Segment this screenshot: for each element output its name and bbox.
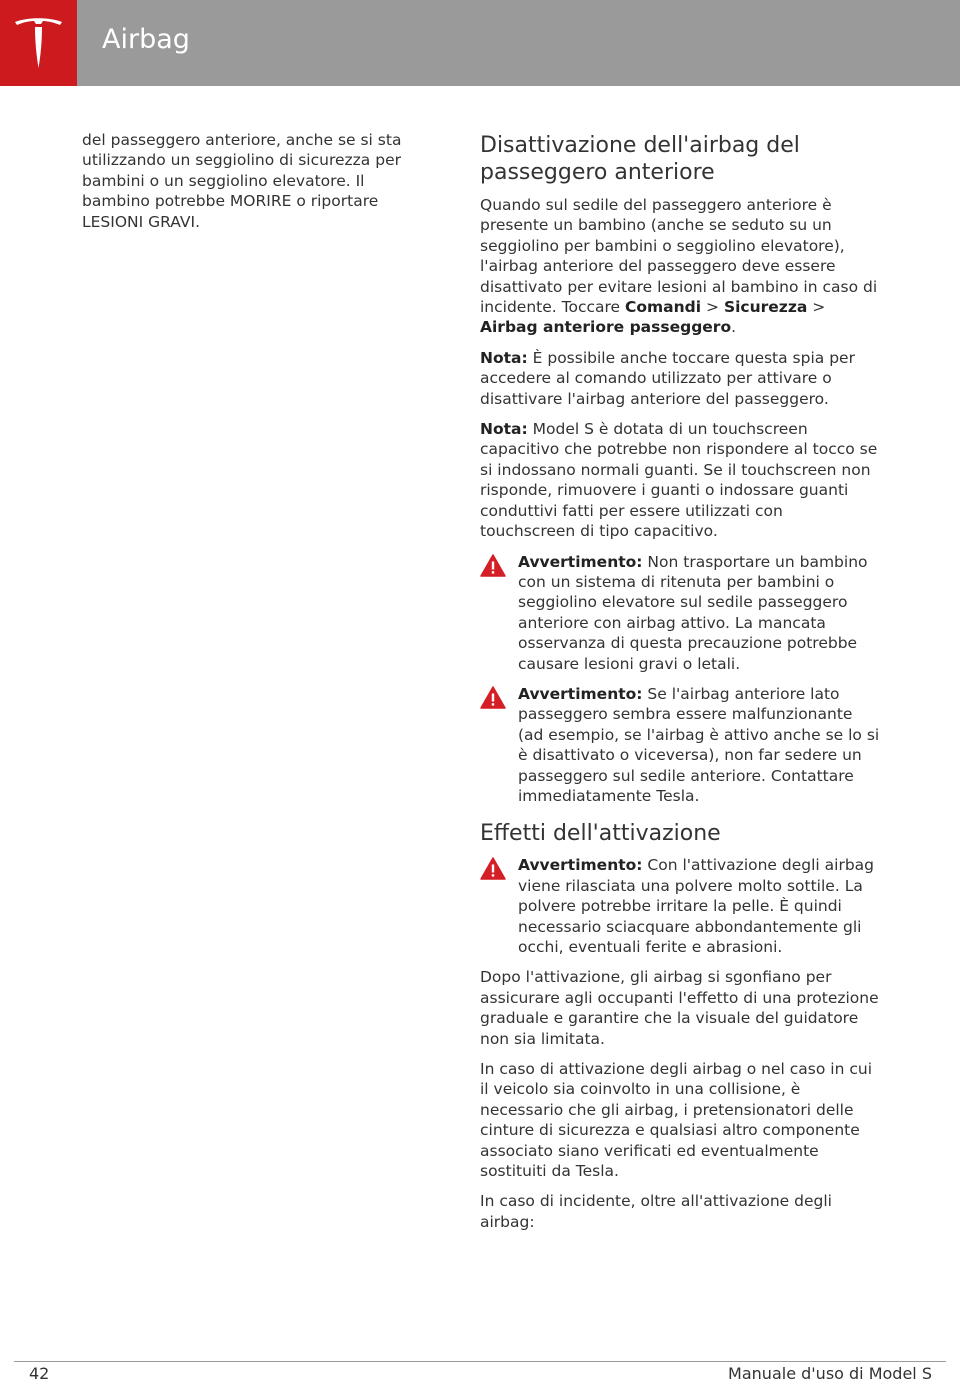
note-label: Nota:	[480, 420, 528, 439]
continued-paragraph: del passeggero anteriore, anche se si sta utilizzando un seggiolino di sicurezza per bambini o un seggiolino elevatore. Il bambino potrebbe MORIRE o riportare LESIONI GRAVI.	[82, 131, 402, 231]
manual-title: Manuale d'uso di Model S	[728, 1364, 932, 1383]
note-text: Model S è dotata di un touchscreen capacitivo che potrebbe non rispondere al tocco se si indossano normali guanti. Se il touchscreen non risponde, rimuovere i guanti o indossare guanti conduttivi fatti per essere utilizzati con touchscreen di tipo capacitivo.	[480, 420, 878, 541]
path-item-comandi: Comandi	[625, 298, 702, 317]
warning-icon	[480, 686, 506, 709]
footer-divider	[14, 1361, 946, 1362]
path-separator: >	[706, 298, 720, 317]
warning-3	[480, 855, 880, 957]
warning-2	[480, 684, 880, 806]
page-number: 42	[29, 1364, 50, 1383]
path-item-sicurezza: Sicurezza	[723, 298, 808, 317]
note-text: È possibile anche toccare questa spia per accedere al comando utilizzato per attivare o disattivare l'airbag anteriore del passeggero.	[480, 348, 855, 408]
warning-text: Con l'attivazione degli airbag viene rilasciata una polvere molto sottile. La polvere potrebbe irritare la pelle. È quindi necessario sciacquare abbondantemente gli occhi, eventuali ferite e abrasioni.	[518, 856, 874, 956]
warning-icon	[480, 554, 506, 577]
section-title: Airbag	[102, 24, 190, 55]
note-2	[480, 419, 880, 541]
warning-label: Avvertimento:	[518, 856, 643, 875]
warning-label: Avvertimento:	[518, 552, 643, 571]
heading-effects: Effetti dell'attivazione	[480, 821, 721, 847]
warning-1	[480, 552, 880, 674]
brand-logo-box	[0, 0, 77, 86]
tesla-logo-icon	[13, 16, 64, 70]
effects-paragraph-1: Dopo l'attivazione, gli airbag si sgonfiano per assicurare agli occupanti l'effetto di una protezione graduale e garantire che la visuale del guidatore non sia limitata.	[480, 968, 879, 1048]
note-1	[480, 348, 880, 409]
page-header	[0, 0, 960, 86]
heading-deactivation: Disattivazione dell'airbag del passeggero anteriore	[480, 133, 800, 185]
note-label: Nota:	[480, 348, 528, 367]
effects-paragraph-2: In caso di attivazione degli airbag o nel caso in cui il veicolo sia coinvolto in una collisione, è necessario che gli airbag, i pretensionatori delle cinture di sicurezza e qualsiasi altro componente associato siano verificati ed eventualmente sostituiti da Tesla.	[480, 1060, 872, 1181]
path-separator: >	[812, 298, 826, 317]
warning-label: Avvertimento:	[518, 684, 643, 703]
warning-icon	[480, 857, 506, 880]
intro-text: Quando sul sedile del passeggero anteriore è presente un bambino (anche se seduto su un seggiolino per bambini o seggiolino elevatore), l'airbag anteriore del passeggero deve essere disattivato per evitare lesioni al bambino in caso di incidente. Toccare	[480, 196, 878, 317]
warning-text: Non trasportare un bambino con un sistema di ritenuta per bambini o seggiolino elevatore sul sedile passeggero anteriore con airbag attivo. La mancata osservanza di questa precauzione potrebbe causare lesioni gravi o letali.	[518, 552, 868, 673]
path-item-airbag: Airbag anteriore passeggero	[480, 318, 732, 337]
right-column	[480, 130, 880, 1242]
warning-text: Se l'airbag anteriore lato passeggero sembra essere malfunzionante (ad esempio, se l'airbag è attivo anche se lo si è disattivato o viceversa), non far sedere un passeggero sul sedile anteriore. Contattare immediatamente Tesla.	[518, 684, 880, 805]
path-end: .	[731, 318, 737, 337]
left-column	[82, 130, 437, 242]
effects-paragraph-3: In caso di incidente, oltre all'attivazione degli airbag:	[480, 1192, 832, 1231]
deactivation-intro	[480, 195, 880, 338]
